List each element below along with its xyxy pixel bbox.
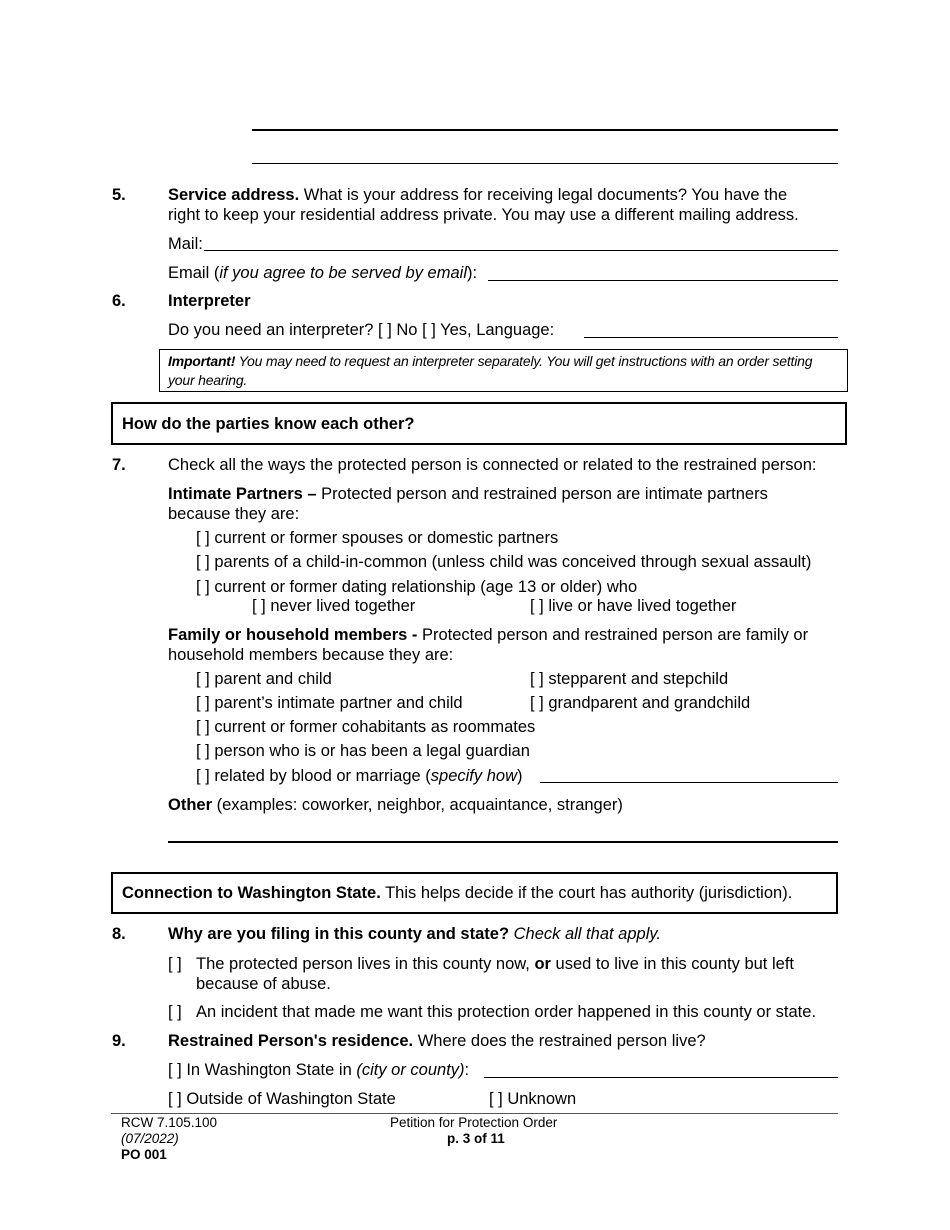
checkbox-in-washington[interactable]: [ ] In Washington State in (city or county):: [168, 1061, 470, 1079]
q5-text1: What is your address for receiving legal documents? You have the: [299, 186, 788, 204]
q8-instruction: Check all that apply.: [509, 925, 661, 943]
checkbox-guardian[interactable]: [ ] person who is or has been a legal guardian: [196, 742, 530, 760]
checkbox-lived-together[interactable]: [ ] live or have lived together: [530, 597, 737, 615]
q8-opt2-checkbox[interactable]: [ ]: [168, 1003, 182, 1021]
other-line: Other (examples: coworker, neighbor, acquaintance, stranger): [168, 796, 623, 814]
related-specify-field[interactable]: [540, 782, 838, 783]
q5-number: 5.: [112, 186, 126, 204]
family-line2: household members because they are:: [168, 646, 454, 664]
important-text1: You may need to request an interpreter separately. You will get instructions with an order setting: [235, 353, 813, 369]
q9-number: 9.: [112, 1032, 126, 1050]
checkbox-grandparent[interactable]: [ ] grandparent and grandchild: [530, 694, 751, 712]
blank-line-top-1[interactable]: [252, 129, 838, 131]
checkbox-related[interactable]: [ ] related by blood or marriage (specify how): [196, 767, 523, 785]
q7-number: 7.: [112, 456, 126, 474]
checkbox-spouses[interactable]: [ ] current or former spouses or domestic partners: [196, 529, 559, 547]
footer-rule: [111, 1113, 838, 1114]
other-field[interactable]: [168, 841, 838, 843]
q8-title: Why are you filing in this county and state?: [168, 925, 510, 943]
q6-number: 6.: [112, 292, 126, 310]
blank-line-top-2[interactable]: [252, 163, 838, 164]
intimate-partners-line1: Intimate Partners – Protected person and restrained person are intimate partners: [168, 485, 768, 503]
footer-rcw: RCW 7.105.100: [121, 1115, 218, 1130]
checkbox-cohabitants[interactable]: [ ] current or former cohabitants as roommates: [196, 718, 536, 736]
email-field[interactable]: [488, 280, 838, 281]
checkbox-unknown[interactable]: [ ] Unknown: [489, 1090, 577, 1108]
q8-opt1-line1: The protected person lives in this county now, or used to live in this county but left: [196, 955, 794, 973]
interpreter-question: Do you need an interpreter? [ ] No [ ] Yes, Language:: [168, 321, 555, 339]
q5-text-line1: [168, 185, 787, 205]
family-title: Family or household members -: [168, 626, 418, 644]
checkbox-never-lived[interactable]: [ ] never lived together: [252, 597, 416, 615]
footer-form-number: PO 001: [121, 1147, 167, 1162]
footer-page-number: p. 3 of 11: [447, 1131, 505, 1146]
q5-text-line2: right to keep your residential address private. You may use a different mailing address.: [168, 206, 799, 224]
q5-title: Service address.: [168, 186, 300, 204]
checkbox-parent-child[interactable]: [ ] parent and child: [196, 670, 332, 688]
q8-opt1-line2: because of abuse.: [196, 975, 331, 993]
mail-field[interactable]: [204, 250, 838, 251]
city-county-field[interactable]: [484, 1077, 838, 1078]
language-field[interactable]: [584, 337, 838, 338]
footer-title: Petition for Protection Order: [390, 1115, 558, 1130]
section-parties-heading: How do the parties know each other?: [122, 415, 415, 433]
other-title: Other: [168, 796, 213, 814]
email-label: Email (if you agree to be served by email):: [168, 264, 478, 282]
q8-opt1-checkbox[interactable]: [ ]: [168, 955, 182, 973]
mail-label: Mail:: [168, 235, 203, 253]
checkbox-child-in-common[interactable]: [ ] parents of a child-in-common (unless child was conceived through sexual assault): [196, 553, 812, 571]
checkbox-partner-child[interactable]: [ ] parent’s intimate partner and child: [196, 694, 463, 712]
intimate-title: Intimate Partners –: [168, 485, 317, 503]
q8-number: 8.: [112, 925, 126, 943]
q9-title-line: Restrained Person's residence. Where does the restrained person live?: [168, 1032, 706, 1050]
checkbox-dating[interactable]: [ ] current or former dating relationship (age 13 or older) who: [196, 578, 638, 596]
important-text2: your hearing.: [168, 372, 248, 388]
important-label: Important!: [168, 353, 236, 369]
footer-date: (07/2022): [121, 1131, 179, 1146]
q6-title: Interpreter: [168, 292, 251, 310]
q8-opt2-text: An incident that made me want this protection order happened in this county or state.: [196, 1003, 817, 1021]
checkbox-outside-washington[interactable]: [ ] Outside of Washington State: [168, 1090, 396, 1108]
q7-intro: Check all the ways the protected person is connected or related to the restrained person:: [168, 456, 817, 474]
family-line1: Family or household members - Protected person and restrained person are family or: [168, 626, 809, 644]
important-note-box: [159, 349, 848, 392]
q8-title-line: [168, 924, 661, 944]
q9-title: Restrained Person's residence.: [168, 1032, 414, 1050]
section-connection-heading: Connection to Washington State. This helps decide if the court has authority (jurisdiction).: [122, 884, 793, 902]
intimate-partners-line2: because they are:: [168, 505, 300, 523]
checkbox-stepparent[interactable]: [ ] stepparent and stepchild: [530, 670, 729, 688]
